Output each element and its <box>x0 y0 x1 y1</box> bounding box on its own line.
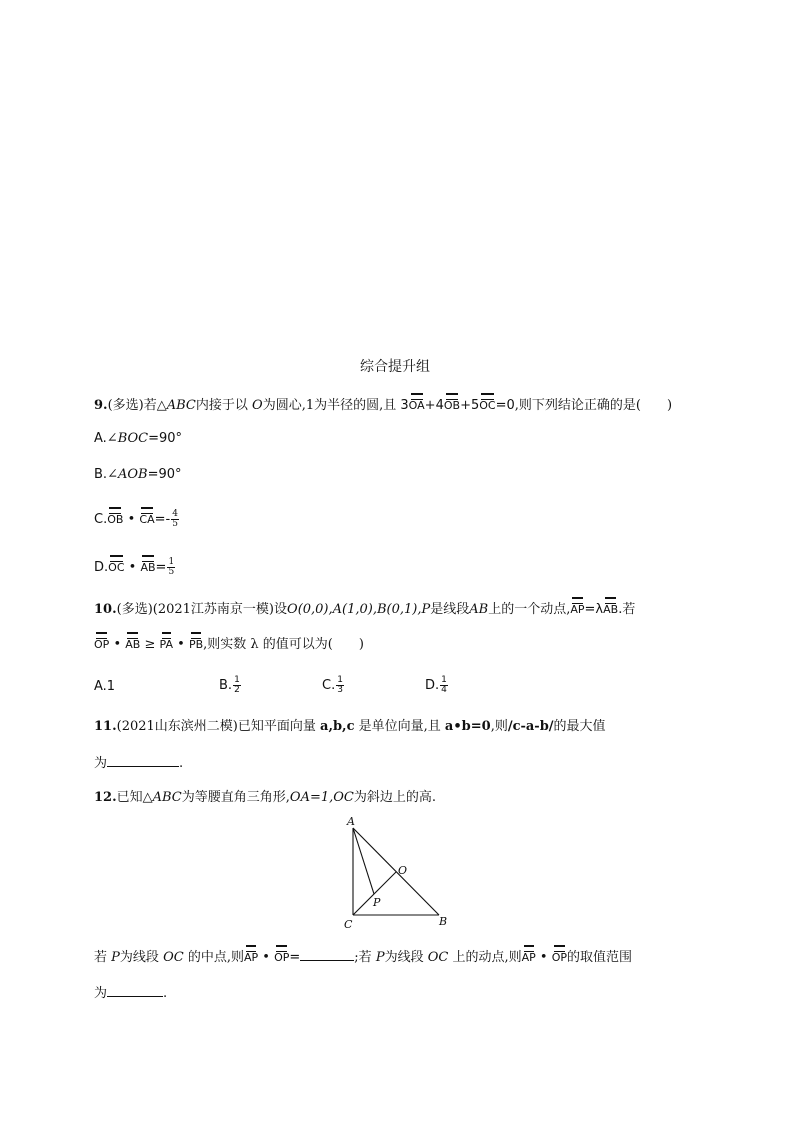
geq-symbol: ≥ <box>144 637 156 652</box>
vector-ap: AP <box>521 951 536 964</box>
question-10-line-2 <box>94 636 364 654</box>
question-9 <box>94 397 672 415</box>
period: . <box>163 986 168 1001</box>
angle-name: BOC <box>117 431 149 446</box>
denominator: 2 <box>234 685 240 695</box>
vector-ab: AB <box>603 603 619 616</box>
option-label: C. <box>94 512 108 527</box>
fraction <box>233 676 241 695</box>
q11-text: 为 <box>94 756 108 771</box>
vector-oc: OC <box>479 399 496 412</box>
q9-coef: 5 <box>470 398 480 413</box>
q12-text: 为等腰直角三角形, <box>181 790 290 805</box>
dot-operator: • <box>128 560 137 575</box>
dot-operator: • <box>539 950 548 965</box>
q12-text: 若 <box>94 950 108 965</box>
q9-coef: 4 <box>435 398 444 413</box>
q10-number: 10. <box>94 602 117 617</box>
question-12 <box>94 789 436 807</box>
angle-name: AOB <box>117 467 148 482</box>
q9-option-a <box>94 430 182 448</box>
q10-option-b <box>219 676 242 695</box>
q10-text: 上的一个动点, <box>488 602 571 617</box>
fraction <box>336 676 344 695</box>
vector-ob: OB <box>443 399 461 412</box>
vector-op: OP <box>551 951 568 964</box>
option-value: =90° <box>147 467 182 482</box>
q12-number: 12. <box>94 790 117 805</box>
q12-point-p: P <box>111 950 120 965</box>
q10-option-d <box>425 676 449 695</box>
q12-point-p: P <box>375 950 385 965</box>
label-o: O <box>398 864 408 877</box>
q11-text: 是单位向量,且 <box>358 719 441 734</box>
fraction <box>171 510 179 529</box>
q10-tag: (多选) <box>116 602 153 617</box>
denominator: 5 <box>172 519 178 529</box>
vector-ca: CA <box>139 513 155 526</box>
q10-text: .若 <box>618 602 636 617</box>
vector-ab: AB <box>140 561 156 574</box>
q12-segment: OC <box>427 950 449 965</box>
question-12-part <box>94 948 632 967</box>
q10-source: (2021江苏南京一模) <box>152 602 275 617</box>
q11-number: 11. <box>94 719 117 734</box>
q10-option-c <box>322 676 345 695</box>
q9-number: 9. <box>94 398 108 413</box>
q12-eq: = <box>289 950 301 965</box>
dot-operator: • <box>113 637 122 652</box>
numerator: 4 <box>172 509 178 519</box>
q11-text: 的最大值 <box>553 719 606 734</box>
q12-given: OA=1,OC <box>289 790 354 805</box>
angle-symbol: ∠ <box>106 431 118 446</box>
question-12-line-2 <box>94 984 167 1003</box>
label-p: P <box>373 896 381 909</box>
numerator: 1 <box>441 675 447 685</box>
option-label: B. <box>94 467 108 482</box>
q11-text: 已知平面向量 <box>237 719 316 734</box>
label-b: B <box>439 915 448 928</box>
answer-blank[interactable] <box>107 984 163 997</box>
q11-condition: a•b=0 <box>444 719 491 734</box>
answer-blank[interactable] <box>107 754 179 767</box>
q12-text: ;若 <box>354 950 372 965</box>
q10-text: ,则实数 λ 的值可以为( <box>203 637 333 652</box>
q12-text: 的取值范围 <box>567 950 633 965</box>
q12-triangle: ABC <box>152 790 182 805</box>
q12-segment: OC <box>163 950 184 965</box>
q10-eq: =λ <box>584 602 604 617</box>
dot-operator: • <box>127 512 136 527</box>
vector-op: OP <box>94 638 110 651</box>
option-label: B. <box>219 678 233 693</box>
q9-center: O <box>252 398 263 413</box>
denominator: 3 <box>337 685 343 695</box>
q9-option-d <box>94 558 176 577</box>
q10-point-p: P <box>421 602 431 617</box>
vector-op: OP <box>274 951 290 964</box>
dot-operator: • <box>262 950 270 965</box>
answer-paren: ) <box>358 637 364 652</box>
denominator: 4 <box>441 685 447 695</box>
label-a: A <box>347 815 355 828</box>
q12-text: 上的动点,则 <box>452 950 522 965</box>
question-10 <box>94 601 635 619</box>
q12-text: 为线段 <box>384 950 424 965</box>
q12-text: 已知△ <box>116 790 153 805</box>
answer-paren: ) <box>667 398 673 413</box>
fraction <box>167 558 175 577</box>
period: . <box>179 756 184 771</box>
q9-text: 内接于以 <box>195 398 248 413</box>
q11-expression: /c-a-b/ <box>507 719 554 734</box>
q9-eq: =0 <box>495 398 515 413</box>
vector-ob: OB <box>107 513 124 526</box>
vector-ap: AP <box>570 603 585 616</box>
vector-pa: PA <box>159 638 173 651</box>
vector-oc: OC <box>108 561 125 574</box>
q9-text: 若△ <box>143 398 167 413</box>
option-label: C. <box>322 678 336 693</box>
q9-tag: (多选) <box>107 398 144 413</box>
plus-sign: + <box>460 398 471 413</box>
q12-text: 为斜边上的高. <box>353 790 436 805</box>
option-eq: = <box>155 560 167 575</box>
vector-oa: OA <box>408 399 425 412</box>
q11-text: ,则 <box>490 719 508 734</box>
numerator: 1 <box>337 675 343 685</box>
vector-ab: AB <box>125 638 141 651</box>
vector-ap: AP <box>243 951 259 964</box>
plus-sign: + <box>424 398 436 413</box>
q12-text: 为线段 <box>119 950 159 965</box>
q11-source: (2021山东滨州二模) <box>116 719 238 734</box>
option-eq: =- <box>154 512 171 527</box>
q9-triangle: ABC <box>166 398 196 413</box>
label-c: C <box>344 918 353 931</box>
q10-option-a: A.1 <box>94 679 116 694</box>
q11-vectors: a,b,c <box>320 719 355 734</box>
numerator: 1 <box>234 675 240 685</box>
option-label: D. <box>425 678 440 693</box>
q9-text: 为圆心,1为半径的圆,且 <box>262 398 397 413</box>
q10-text: 设 <box>274 602 288 617</box>
denominator: 5 <box>168 567 175 577</box>
vector-pb: PB <box>188 638 204 651</box>
option-label: D. <box>94 560 109 575</box>
dot-operator: • <box>177 637 185 652</box>
triangle-figure <box>335 812 460 934</box>
answer-blank[interactable] <box>300 948 354 961</box>
option-label: A. <box>94 431 107 446</box>
q12-text: 的中点,则 <box>187 950 244 965</box>
q9-coef: 3 <box>400 398 409 413</box>
q10-segment: AB <box>469 602 489 617</box>
option-value: =90° <box>148 431 183 446</box>
q10-points: O(0,0),A(1,0),B(0,1), <box>287 602 422 617</box>
section-title: 综合提升组 <box>360 359 430 375</box>
numerator: 1 <box>168 557 175 567</box>
angle-symbol: ∠ <box>107 467 118 482</box>
fraction <box>440 676 448 695</box>
q9-text: ,则下列结论正确的是( <box>514 398 641 413</box>
question-11-line-2 <box>94 754 183 773</box>
question-11 <box>94 718 606 736</box>
q9-option-b <box>94 466 182 484</box>
q12-text: 为 <box>94 986 108 1001</box>
q9-option-c <box>94 510 180 529</box>
q10-text: 是线段 <box>430 602 470 617</box>
